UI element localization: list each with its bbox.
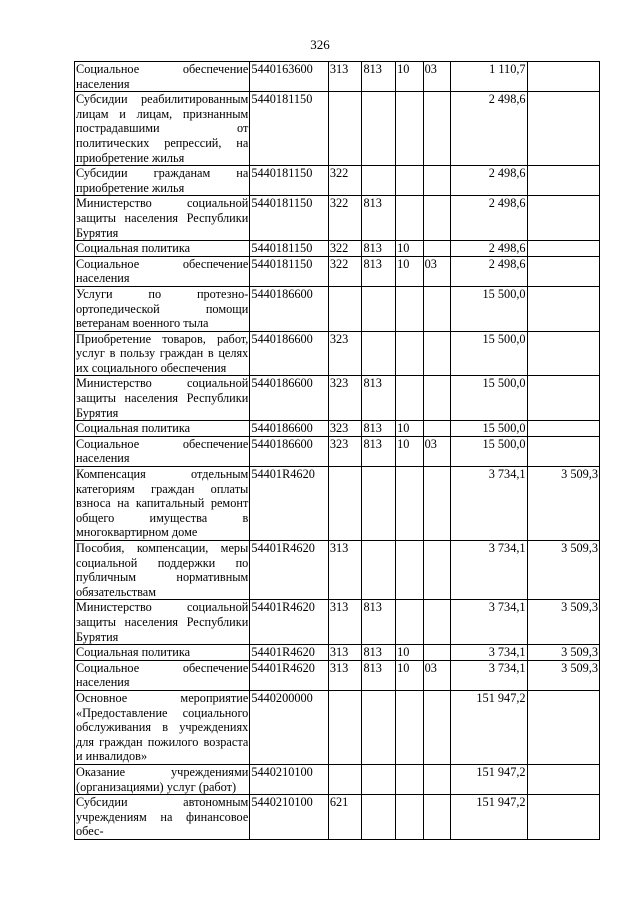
section-cell: 10: [396, 256, 424, 286]
section-cell: [396, 795, 424, 840]
amount-year2-cell: 3 509,3: [527, 660, 599, 690]
section-cell: 10: [396, 241, 424, 257]
amount-year1-cell: 15 500,0: [451, 376, 527, 421]
target-code-cell: 5440186600: [250, 436, 328, 466]
expense-type-cell: [328, 467, 362, 541]
amount-year1-cell: 2 498,6: [451, 196, 527, 241]
target-code-cell: 5440210100: [250, 795, 328, 840]
table-row: [75, 166, 600, 196]
amount-year1-cell: 3 734,1: [451, 600, 527, 645]
administrator-code-cell: 813: [362, 600, 396, 645]
table-row: [75, 645, 600, 661]
administrator-code-cell: 813: [362, 645, 396, 661]
target-code-cell: 5440200000: [250, 690, 328, 764]
administrator-code-cell: [362, 541, 396, 600]
target-code-cell: 5440186600: [250, 421, 328, 437]
administrator-code-cell: 813: [362, 660, 396, 690]
table-row: [75, 541, 600, 600]
table-row: [75, 436, 600, 466]
amount-year2-cell: [527, 331, 599, 376]
amount-year1-cell: 151 947,2: [451, 690, 527, 764]
section-cell: 10: [396, 645, 424, 661]
subsection-cell: 03: [423, 660, 451, 690]
target-code-cell: 54401R4620: [250, 541, 328, 600]
expense-type-cell: 313: [328, 62, 362, 92]
table-row: [75, 196, 600, 241]
row-name-cell: Субсидии реабилитированным лицам и лицам, признанным пострадавшими от политических репрессий, на приобретение жилья: [76, 92, 249, 165]
amount-year2-cell: 3 509,3: [527, 541, 599, 600]
section-cell: [396, 92, 424, 166]
subsection-cell: [423, 286, 451, 331]
amount-year2-cell: [527, 795, 599, 840]
amount-year2-cell: 3 509,3: [527, 645, 599, 661]
page-number: 326: [310, 37, 330, 52]
row-name-cell: Основное мероприятие «Предоставление социального обслуживания в учреждениях для граждан пожилого возраста и инвалидов»: [76, 690, 249, 764]
administrator-code-cell: [362, 166, 396, 196]
subsection-cell: [423, 764, 451, 794]
row-name-cell: Социальная политика: [75, 645, 250, 661]
amount-year2-cell: [527, 62, 599, 92]
section-cell: 10: [396, 436, 424, 466]
subsection-cell: [423, 92, 451, 166]
subsection-cell: [423, 600, 451, 645]
subsection-cell: [423, 690, 451, 764]
amount-year1-cell: 15 500,0: [451, 286, 527, 331]
administrator-code-cell: [362, 467, 396, 541]
row-name-cell: Услуги по протезно-ортопедической помощи ветеранам военного тыла: [76, 286, 249, 331]
table-row: [75, 795, 600, 840]
amount-year2-cell: [527, 690, 599, 764]
expense-type-cell: 313: [328, 645, 362, 661]
table-row: [75, 92, 600, 166]
row-name-cell: Приобретение товаров, работ, услуг в пользу граждан в целях их социального обеспечения: [76, 331, 249, 375]
target-code-cell: 54401R4620: [250, 645, 328, 661]
amount-year1-cell: 2 498,6: [451, 92, 527, 166]
amount-year1-cell: 15 500,0: [451, 436, 527, 466]
table-row: [75, 241, 600, 257]
row-name-cell: Оказание учреждениями (организациями) услуг (работ): [76, 764, 249, 794]
expense-type-cell: 322: [328, 256, 362, 286]
table-row: [75, 600, 600, 645]
amount-year1-cell: 3 734,1: [451, 645, 527, 661]
section-cell: 10: [396, 660, 424, 690]
table-row: [75, 660, 600, 690]
row-name-cell: Министерство социальной защиты населения Республики Бурятия: [76, 600, 249, 644]
administrator-code-cell: 813: [362, 196, 396, 241]
table-row: [75, 376, 600, 421]
administrator-code-cell: 813: [362, 376, 396, 421]
table-row: [75, 331, 600, 376]
administrator-code-cell: [362, 331, 396, 376]
administrator-code-cell: 813: [362, 436, 396, 466]
row-name-cell: Субсидии автономным учреждениям на финансовое обес-: [76, 795, 249, 839]
table-row: [75, 286, 600, 331]
row-name-cell: Социальная политика: [75, 241, 250, 257]
row-name-cell: Социальное обеспечение населения: [76, 62, 249, 91]
section-cell: 10: [396, 421, 424, 437]
section-cell: [396, 541, 424, 600]
expense-type-cell: [328, 286, 362, 331]
target-code-cell: 5440186600: [250, 331, 328, 376]
target-code-cell: 54401R4620: [250, 467, 328, 541]
administrator-code-cell: 813: [362, 62, 396, 92]
administrator-code-cell: 813: [362, 256, 396, 286]
administrator-code-cell: [362, 286, 396, 331]
target-code-cell: 54401R4620: [250, 660, 328, 690]
amount-year2-cell: 3 509,3: [527, 467, 599, 541]
section-cell: [396, 166, 424, 196]
table-row: [75, 421, 600, 437]
section-cell: [396, 600, 424, 645]
administrator-code-cell: [362, 764, 396, 794]
amount-year1-cell: 2 498,6: [451, 166, 527, 196]
expense-type-cell: 323: [328, 421, 362, 437]
target-code-cell: 5440181150: [250, 92, 328, 166]
amount-year1-cell: 3 734,1: [451, 467, 527, 541]
section-cell: [396, 376, 424, 421]
amount-year2-cell: [527, 92, 599, 166]
subsection-cell: 03: [423, 62, 451, 92]
expense-type-cell: 621: [328, 795, 362, 840]
table-row: [75, 467, 600, 541]
target-code-cell: 54401R4620: [250, 600, 328, 645]
row-name-cell: Пособия, компенсации, меры социальной поддержки по публичным нормативным обязательствам: [76, 541, 249, 599]
expense-type-cell: 323: [328, 331, 362, 376]
administrator-code-cell: [362, 92, 396, 166]
section-cell: [396, 196, 424, 241]
table-row: [75, 764, 600, 794]
subsection-cell: [423, 421, 451, 437]
amount-year1-cell: 2 498,6: [451, 241, 527, 257]
amount-year2-cell: [527, 421, 599, 437]
amount-year2-cell: [527, 256, 599, 286]
section-cell: [396, 467, 424, 541]
target-code-cell: 5440186600: [250, 376, 328, 421]
subsection-cell: [423, 241, 451, 257]
amount-year2-cell: [527, 286, 599, 331]
row-name-cell: Социальное обеспечение населения: [76, 436, 249, 466]
row-name-cell: Социальное обеспечение населения: [76, 660, 249, 690]
expense-type-cell: 323: [328, 376, 362, 421]
subsection-cell: [423, 467, 451, 541]
administrator-code-cell: 813: [362, 241, 396, 257]
row-name-cell: Компенсация отдельным категориям граждан оплаты взноса на капитальный ремонт общего имущества в многоквартирном доме: [76, 467, 249, 540]
subsection-cell: [423, 541, 451, 600]
section-cell: [396, 690, 424, 764]
section-cell: [396, 764, 424, 794]
table-row: [75, 256, 600, 286]
expense-type-cell: 322: [328, 166, 362, 196]
amount-year1-cell: 3 734,1: [451, 541, 527, 600]
section-cell: [396, 286, 424, 331]
subsection-cell: [423, 166, 451, 196]
subsection-cell: [423, 331, 451, 376]
budget-table-body: [75, 62, 600, 840]
target-code-cell: 5440186600: [250, 286, 328, 331]
subsection-cell: [423, 196, 451, 241]
amount-year2-cell: 3 509,3: [527, 600, 599, 645]
amount-year2-cell: [527, 196, 599, 241]
expense-type-cell: 322: [328, 196, 362, 241]
amount-year1-cell: 1 110,7: [451, 62, 527, 92]
administrator-code-cell: [362, 690, 396, 764]
subsection-cell: 03: [423, 436, 451, 466]
row-name-cell: Социальное обеспечение населения: [76, 256, 249, 286]
amount-year1-cell: 2 498,6: [451, 256, 527, 286]
amount-year2-cell: [527, 376, 599, 421]
expense-type-cell: [328, 764, 362, 794]
amount-year2-cell: [527, 764, 599, 794]
expense-type-cell: 313: [328, 541, 362, 600]
expense-type-cell: 313: [328, 600, 362, 645]
expense-type-cell: [328, 690, 362, 764]
administrator-code-cell: 813: [362, 421, 396, 437]
amount-year1-cell: 151 947,2: [451, 764, 527, 794]
amount-year2-cell: [527, 436, 599, 466]
section-cell: 10: [396, 62, 424, 92]
target-code-cell: 5440210100: [250, 764, 328, 794]
target-code-cell: 5440163600: [250, 62, 328, 92]
amount-year2-cell: [527, 241, 599, 257]
target-code-cell: 5440181150: [250, 196, 328, 241]
table-row: [75, 690, 600, 764]
subsection-cell: [423, 795, 451, 840]
table-row: [75, 62, 600, 92]
target-code-cell: 5440181150: [250, 241, 328, 257]
amount-year1-cell: 3 734,1: [451, 660, 527, 690]
row-name-cell: Субсидии гражданам на приобретение жилья: [76, 166, 249, 195]
budget-table: [74, 61, 600, 840]
row-name-cell: Министерство социальной защиты населения Республики Бурятия: [76, 376, 249, 420]
amount-year1-cell: 15 500,0: [451, 421, 527, 437]
subsection-cell: 03: [423, 256, 451, 286]
expense-type-cell: 322: [328, 241, 362, 257]
administrator-code-cell: [362, 795, 396, 840]
expense-type-cell: [328, 92, 362, 166]
amount-year2-cell: [527, 166, 599, 196]
target-code-cell: 5440181150: [250, 256, 328, 286]
row-name-cell: Социальная политика: [75, 421, 250, 437]
subsection-cell: [423, 645, 451, 661]
amount-year1-cell: 151 947,2: [451, 795, 527, 840]
row-name-cell: Министерство социальной защиты населения Республики Бурятия: [76, 196, 249, 240]
expense-type-cell: 313: [328, 660, 362, 690]
amount-year1-cell: 15 500,0: [451, 331, 527, 376]
expense-type-cell: 323: [328, 436, 362, 466]
subsection-cell: [423, 376, 451, 421]
target-code-cell: 5440181150: [250, 166, 328, 196]
section-cell: [396, 331, 424, 376]
